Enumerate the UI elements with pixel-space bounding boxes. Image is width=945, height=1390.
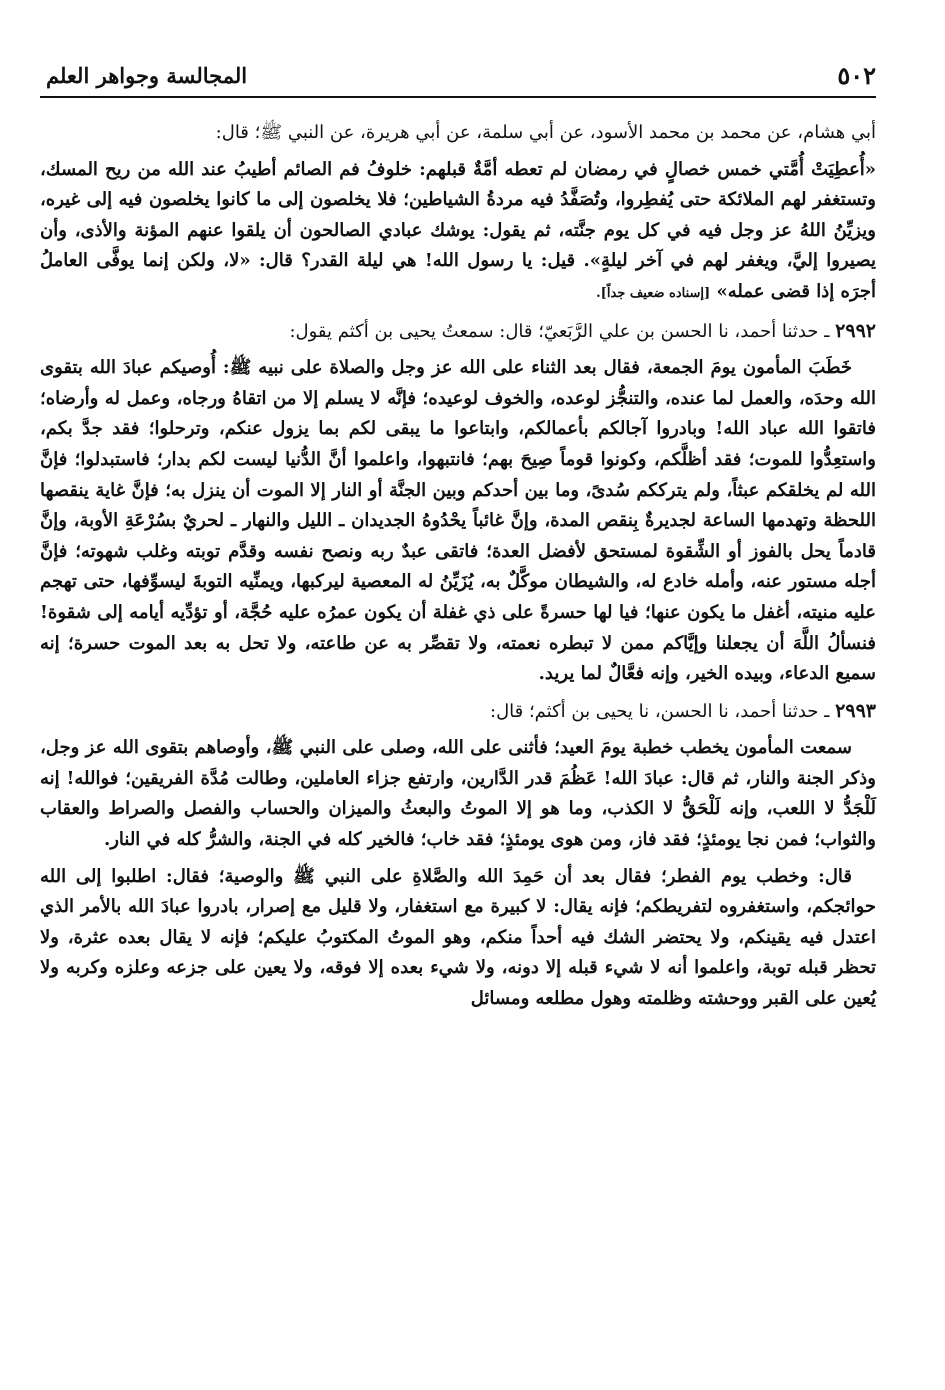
hadith-2992-chain xyxy=(40,316,876,348)
sermon-friday-paragraph xyxy=(40,353,876,690)
page-body xyxy=(40,118,876,1021)
page-header xyxy=(46,58,876,92)
sermon-eid-paragraph xyxy=(40,733,876,855)
hadith-number-2993: ٢٩٩٣ xyxy=(835,699,876,722)
sermon-fitr-text: قال: وخطب يوم الفطر؛ فقال بعد أن حَمِدَ الله والصَّلاةِ على النبي ﷺ والوصية؛ فقال: اطلبوا إلى الله حوائجكم، واستغفروه لتفريطكم؛ فإنه يقال: لا كبيرة مع استغفار، ولا قليل مع إصرار، بادروا عبادَ الله بالأمر الذي اعتدل فيه يقينكم، ولا يحتضر الشك فيه أحداً منكم، وهو الموتُ المكتوبُ عليكم؛ فإنه لا يقال بعده عثرة، ولا تحظر قبله توبة، واعلموا أنه لا شيء قبله إلا دونه، ولا شيء بعده إلا فوقه، ولا يعين على جزعه وعلزه وكربه ولا يُعين على القبر ووحشته وظلمته وهول مطلعه ومسائل xyxy=(40,865,877,1010)
page-number: ٥٠٢ xyxy=(837,60,876,90)
sermon-fitr-paragraph xyxy=(40,862,876,1015)
isnad-text: أبي هشام، عن محمد بن محمد الأسود، عن أبي سلمة، عن أبي هريرة، عن النبي ﷺ؛ قال: xyxy=(215,122,876,143)
hadith-text: «أُعطِيَتْ أُمَّتي خمس خصالٍ في رمضان لم تعطه أمَّةٌ قبلهم: خلوفُ فم الصائم أطيبُ عند الله من ريح المسك، وتستغفر لهم الملائكة حتى يُفطِروا، وتُصَفَّدُ فيه مردةُ الشياطين؛ فلا يخلصون إلى ما كانوا يخلصون فيه إلى غيره، ويزيِّنُ اللهُ عز وجل فيه في كل يوم جنَّته، ثم يقول: يوشك عبادي الصالحون أن يلقوا عنهم المؤنة والأذى، وأن يصيروا إليَّ، ويغفر لهم في آخر ليلةٍ». قيل: يا رسول الله! هي ليلة القدر؟ قال: «لا، ولكن إنما يوفَّى العاملُ أجرَه إذا قضى عمله» xyxy=(40,158,876,302)
chain-text-2992: ـ حدثنا أحمد، نا الحسن بن علي الرَّبَعيّ؛ قال: سمعتُ يحيى بن أكثم يقول: xyxy=(289,320,830,342)
grading-note: [إسناده ضعيف جداً]. xyxy=(596,285,711,301)
sermon-eid-text: سمعت المأمون يخطب خطبة يومَ العيد؛ فأثنى على الله، وصلى على النبي ﷺ، وأوصاهم بتقوى الله عز وجل، وذكر الجنة والنار، ثم قال: عبادَ الله! عَظُمَ قدر الدَّارين، وارتفع جزاء العاملين، وطالت مُدَّة الفريقين؛ فوالله! إنه لَلْجَدُّ لا اللعب، وإنه لَلْحَقُّ لا الكذب، وما هو إلا الموتُ والبعثُ والميزان والحساب والفصل والصراط والعقاب والثواب؛ فمن نجا يومئذٍ؛ فقد فاز، ومن هوى يومئذٍ؛ فقد خاب؛ فالخير كله في الجنة، والشرُّ كله في النار. xyxy=(40,737,876,851)
hadith-2993-chain xyxy=(40,696,876,728)
chain-text-2993: ـ حدثنا أحمد، نا الحسن، نا يحيى بن أكثم؛ قال: xyxy=(490,700,830,722)
isnad-paragraph xyxy=(40,118,876,149)
sermon-friday-text: خَطَبَ المأمون يومَ الجمعة، فقال بعد الثناء على الله عز وجل والصلاة على نبيه ﷺ: أُوصيكم عبادَ الله بتقوى الله وحدَه، والعمل لما عنده، والتنجُّز لوعده، والخوف لوعيده؛ فإنَّه لا يسلم إلا من اتقاهُ ورجاه، وعمل له وأرضاه؛ فاتقوا الله عباد الله! وبادروا آجالكم بأعمالكم، وابتاعوا ما يبقى لكم بما يزول عنكم، وترحلوا؛ فقد جدَّ بكم، واستعِدُّوا للموت؛ فقد أظلَّكم، وكونوا قوماً صِيحَ بهم؛ فانتبهوا، واعلموا أنَّ الدُّنيا ليست لكم بدار؛ فاستبدلوا؛ فإنَّ الله لم يخلقكم عبثاً، ولم يترككم سُدىً، وما بين أحدكم وبين الجنَّة أو النار إلا الموت أن ينزل به؛ فإنَّ غاية ينقصها اللحظة وتهدمها الساعة لجديرةٌ بِنقص المدة، وإنَّ غائباً يحْدُوهُ الجديدان ـ الليل والنهار ـ لحريٌ بسُرْعَةِ الأوبة، وإنَّ قادماً يحل بالفوز أو الشِّقوة لمستحق لأفضل العدة؛ فاتقى عبدٌ ربه ونصح نفسه وقدَّم توبته وغلب شهوته؛ فإنَّ أجله مستور عنه، وأمله خادع له، والشيطان موكَّلٌ به، يُزَيِّنُ له المعصية ليركبها، ويمنِّيه التوبةَ ليسوِّفها، حتى تهجم عليه منيته، أغفل ما يكون عنها؛ فيا لها حسرةً على ذي غفلة أن يكون عمرُه عليه حُجَّة، أو تؤدِّيه أيامه إلى شقوة! فنسألُ اللَّهَ أن يجعلنا وإيَّاكم ممن لا تبطره نعمته، ولا تقصِّر به عن طاعته، ولا تحل به بعد الموت حسرة؛ إنه سميع الدعاء، وبيده الخير، وإنه فعَّالٌ لما يريد. xyxy=(40,357,876,685)
hadith-paragraph xyxy=(40,155,876,310)
running-title: المجالسة وجواهر العلم xyxy=(46,62,248,88)
header-rule xyxy=(40,96,876,98)
hadith-number-2992: ٢٩٩٢ xyxy=(835,319,876,342)
